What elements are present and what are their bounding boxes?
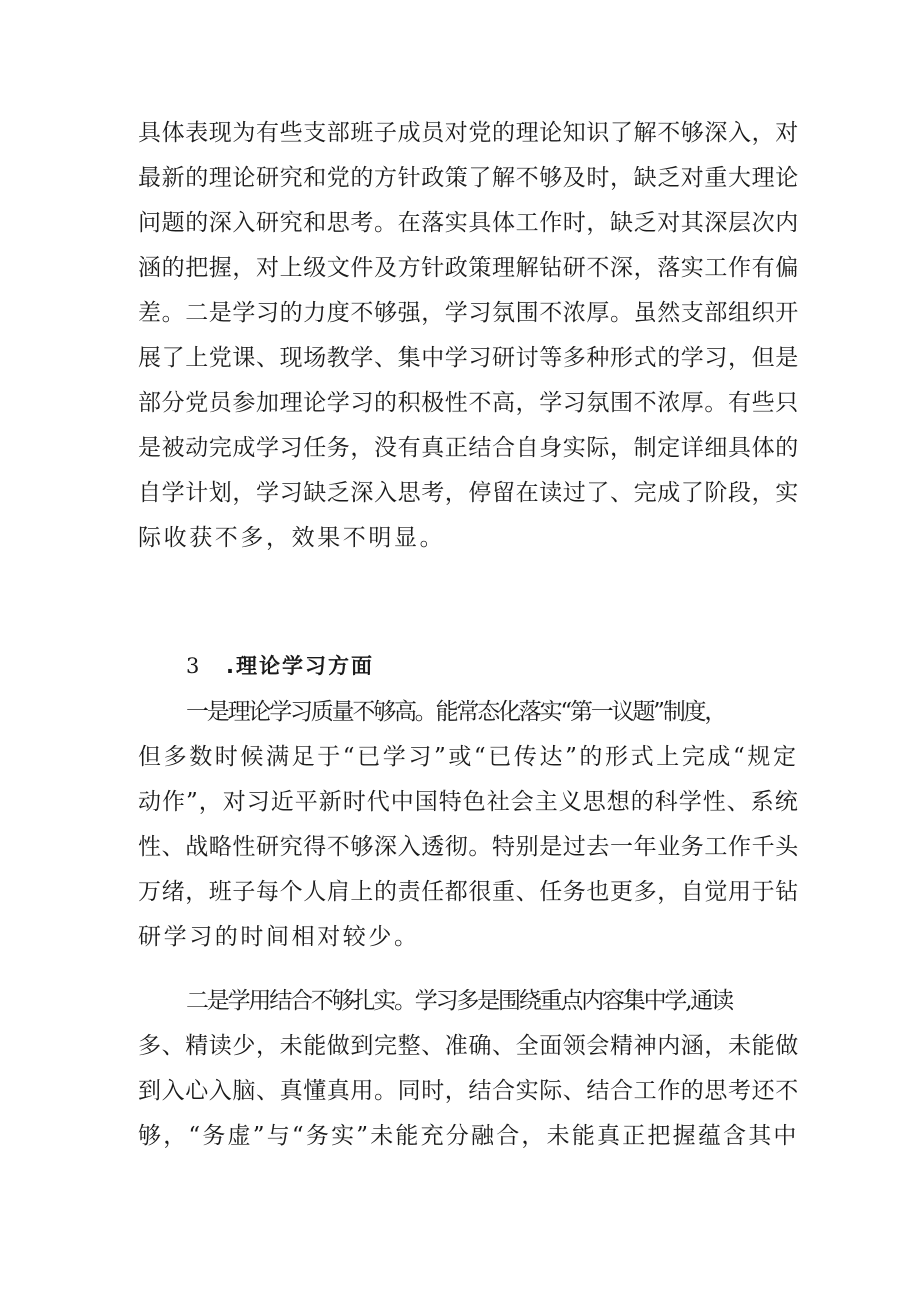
paragraph-2-line-4: 性、战略性研究得不够深入透彻。特别是过去一年业务工作千头 [138, 834, 799, 860]
paragraph-2-line-1: 一是理论学习质量不够高。能常态化落实“第一议题”制度， [186, 699, 726, 725]
paragraph-1-line-10: 际收获不多，效果不明显。 [138, 525, 446, 551]
paragraph-1-line-1: 具体表现为有些支部班子成员对党的理论知识了解不够深入，对 [138, 120, 799, 146]
paragraph-1-line-2: 最新的理论研究和党的方针政策了解不够及时，缺乏对重大理论 [138, 165, 799, 191]
paragraph-1-line-3: 问题的深入研究和思考。在落实具体工作时，缺乏对其深层次内 [138, 210, 799, 236]
paragraph-1-line-4: 涵的把握，对上级文件及方针政策理解钻研不深，落实工作有偏 [138, 255, 799, 281]
paragraph-1-line-7: 部分党员参加理论学习的积极性不高，学习氛围不浓厚。有些只 [138, 390, 799, 416]
paragraph-3-line-1: 二是学用结合不够扎实。学习多是围绕重点内容集中学,通读 [186, 988, 732, 1014]
section-title: .理论学习方面 [226, 654, 374, 678]
paragraph-1-line-5: 差。二是学习的力度不够强，学习氛围不浓厚。虽然支部组织开 [138, 300, 799, 326]
paragraph-3-line-2: 多、精读少，未能做到完整、准确、全面领会精神内涵，未能做 [138, 1033, 799, 1059]
paragraph-1-line-8: 是被动完成学习任务，没有真正结合自身实际，制定详细具体的 [138, 435, 799, 461]
section-heading [186, 651, 374, 681]
paragraph-2-line-2: 但多数时候满足于“已学习”或“已传达”的形式上完成“规定 [138, 744, 799, 770]
section-number: 3 [186, 654, 200, 678]
paragraph-1-line-9: 自学计划，学习缺乏深入思考，停留在读过了、完成了阶段，实 [138, 480, 799, 506]
paragraph-2-line-6: 研学习的时间相对较少。 [138, 924, 420, 950]
paragraph-2-line-3: 动作”，对习近平新时代中国特色社会主义思想的科学性、系统 [138, 789, 799, 815]
paragraph-3-line-4: 够，“务虚”与“务实”未能充分融合，未能真正把握蕴含其中 [138, 1123, 799, 1149]
paragraph-3-line-3: 到入心入脑、真懂真用。同时，结合实际、结合工作的思考还不 [138, 1078, 799, 1104]
paragraph-1-line-6: 展了上党课、现场教学、集中学习研讨等多种形式的学习，但是 [138, 345, 799, 371]
paragraph-2-line-5: 万绪，班子每个人肩上的责任都很重、任务也更多，自觉用于钻 [138, 879, 799, 905]
